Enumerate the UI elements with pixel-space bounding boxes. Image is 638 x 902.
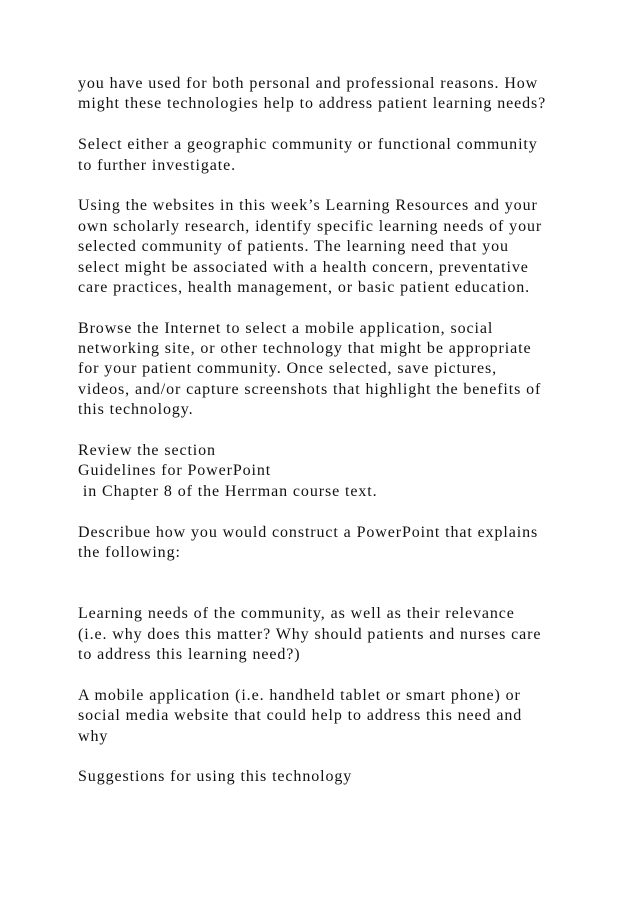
- text-line: selected community of patients. The learning need that you: [78, 238, 509, 256]
- text-line: own scholarly research, identify specific learning needs of your: [78, 217, 543, 235]
- text-line: networking site, or other technology that might be appropriate: [78, 340, 532, 358]
- text-line: to further investigate.: [78, 156, 236, 174]
- text-line: social media website that could help to address this need and: [78, 707, 523, 725]
- paragraph-spacer: [78, 421, 618, 441]
- paragraph-review-section: [78, 441, 618, 502]
- text-line: why: [78, 727, 109, 745]
- text-line: (i.e. why does this matter? Why should patients and nurses care: [78, 625, 542, 643]
- document-body: [78, 74, 618, 788]
- text-line: videos, and/or capture screenshots that highlight the benefits of: [78, 380, 542, 398]
- text-line: Guidelines for PowerPoint: [78, 462, 272, 480]
- paragraph-learning-needs-relevance: [78, 604, 618, 665]
- paragraph-mobile-application: [78, 686, 618, 747]
- paragraph-technology-use: [78, 74, 618, 115]
- text-line: A mobile application (i.e. handheld tablet or smart phone) or: [78, 686, 521, 704]
- paragraph-spacer: [78, 176, 618, 196]
- text-line: select might be associated with a health concern, preventative: [78, 258, 529, 276]
- text-line: the following:: [78, 543, 181, 561]
- text-line: Using the websites in this week’s Learning Resources and your: [78, 197, 538, 215]
- paragraph-spacer: [78, 502, 618, 522]
- text-line: you have used for both personal and professional reasons. How: [78, 75, 539, 92]
- paragraph-spacer: [78, 115, 618, 135]
- text-line: care practices, health management, or basic patient education.: [78, 278, 531, 296]
- text-line: in Chapter 8 of the Herrman course text.: [78, 482, 378, 500]
- text-line: this technology.: [78, 401, 194, 419]
- text-line: Learning needs of the community, as well as their relevance: [78, 605, 515, 623]
- text-line: Browse the Internet to select a mobile application, social: [78, 319, 494, 337]
- text-line: to address this learning need?): [78, 645, 301, 663]
- text-line: for your patient community. Once selected, save pictures,: [78, 360, 498, 378]
- text-line: Select either a geographic community or functional community: [78, 136, 538, 154]
- paragraph-spacer: [78, 665, 618, 685]
- paragraph-browse-internet: [78, 319, 618, 421]
- paragraph-spacer: [78, 747, 618, 767]
- text-line: might these technologies help to address patient learning needs?: [78, 95, 547, 113]
- paragraph-learning-needs-research: [78, 196, 618, 298]
- paragraph-suggestions: [78, 767, 618, 787]
- text-line: Describue how you would construct a PowerPoint that explains: [78, 523, 539, 541]
- text-line: Review the section: [78, 442, 216, 460]
- paragraph-describe-powerpoint: [78, 523, 618, 564]
- paragraph-select-community: [78, 135, 618, 176]
- paragraph-spacer: [78, 298, 618, 318]
- paragraph-spacer: [78, 563, 618, 604]
- text-line: Suggestions for using this technology: [78, 768, 353, 786]
